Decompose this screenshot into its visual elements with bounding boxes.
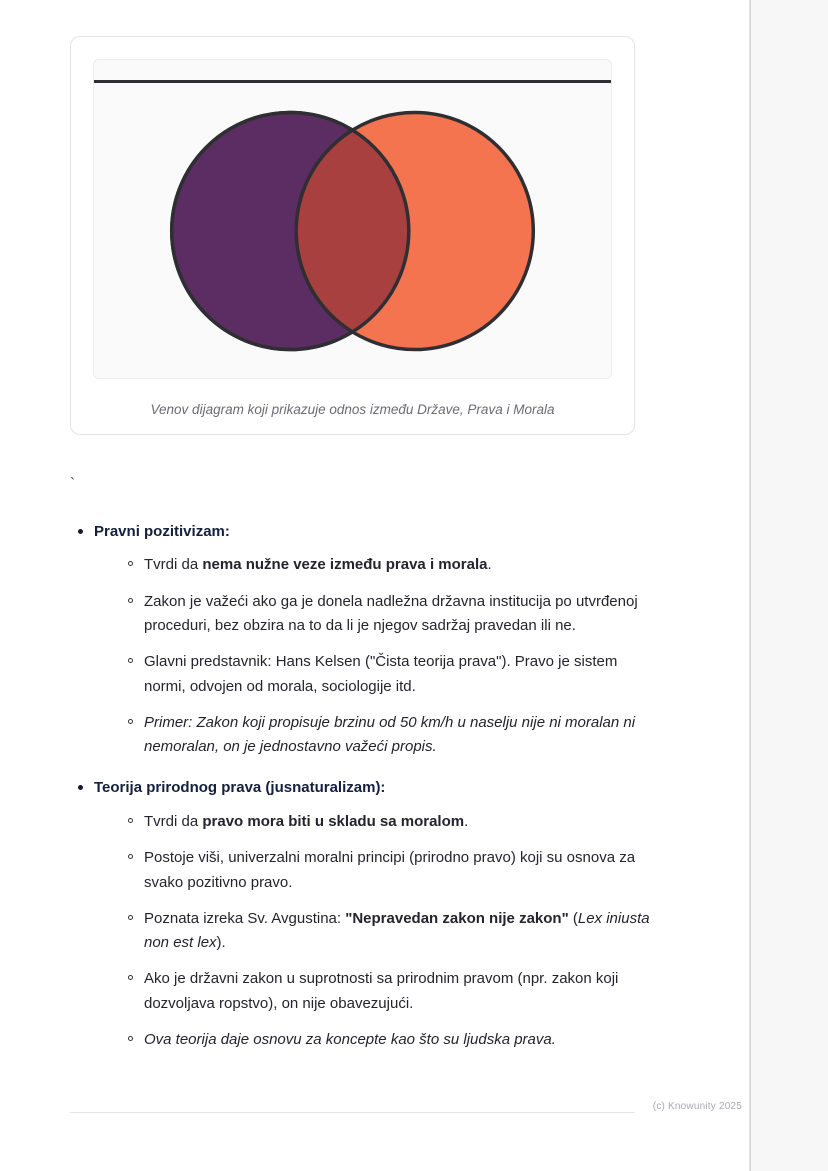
outline-item-text: "Nepravedan zakon nije zakon" (345, 909, 569, 927)
outline-list (70, 521, 650, 1052)
outline-item-text: Zakon je važeći ako ga je donela nadležna državna institucija po utvrđenoj proceduri, bez obzira na to da li je njegov sadržaj pravedan ili ne. (144, 592, 638, 634)
outline-item-text: nema nužne veze između prava i morala (202, 556, 488, 574)
outline-item-text: ( (568, 909, 578, 927)
outline-item-text: . (464, 812, 469, 830)
panel-top-rule (94, 80, 611, 83)
outline-section-heading: Teorija prirodnog prava (jusnaturalizam): (94, 779, 386, 797)
outline-sublist (94, 553, 650, 759)
scrollbar-gutter[interactable] (749, 0, 828, 1171)
outline-item (122, 967, 650, 1016)
outline-item (122, 907, 650, 956)
outline-item (122, 846, 650, 895)
document-content (70, 0, 650, 1070)
venn-diagram-figure (70, 36, 635, 435)
outline-section (70, 777, 650, 1052)
outline-item (122, 590, 650, 639)
outline-item-text: Postoje viši, univerzalni moralni principi (prirodno pravo) koji su osnova za svako pozitivno pravo. (144, 849, 636, 891)
outline-item-text: pravo mora biti u skladu sa moralom (202, 812, 465, 830)
watermark-label: (c) Knowunity 2025 (652, 1101, 742, 1112)
outline-item-text: . (487, 556, 492, 574)
stray-backtick-text: ` (70, 474, 75, 492)
scrollbar-track[interactable] (750, 0, 751, 1171)
venn-diagram-icon (94, 86, 611, 376)
outline-item (122, 553, 650, 577)
outline-section (70, 521, 650, 760)
outline-item (122, 711, 650, 760)
page-bottom-divider (70, 1112, 635, 1113)
venn-diagram-panel (93, 59, 612, 379)
outline-item (122, 810, 650, 834)
outline-item-text: Lex iniusta non est lex (144, 909, 650, 952)
outline-item (122, 1028, 650, 1052)
outline-item-text: Tvrdi da (144, 812, 203, 830)
outline-item-text: Tvrdi da (144, 556, 203, 574)
outline-item (122, 650, 650, 699)
outline-sublist (94, 810, 650, 1052)
outline-section-heading: Pravni pozitivizam: (94, 522, 230, 540)
outline-item-text: Glavni predstavnik: Hans Kelsen ("Čista teorija prava"). Pravo je sistem normi, odvojen od morala, sociologije itd. (144, 653, 618, 695)
outline-item-text: Primer: Zakon koji propisuje brzinu od 50 km/h u naselju nije ni moralan ni nemoralan, on je jednostavno važeći propis. (144, 713, 636, 756)
outline-item-text: Ako je državni zakon u suprotnosti sa prirodnim pravom (npr. zakon koji dozvoljava ropstvo), on nije obavezujući. (144, 970, 619, 1012)
outline-item-text: Poznata izreka Sv. Avgustina: (144, 909, 346, 927)
outline-item-text: ). (216, 934, 226, 952)
figure-caption: Venov dijagram koji prikazuje odnos između Države, Prava i Morala (150, 402, 555, 417)
outline-item-text: Ova teorija daje osnovu za koncepte kao što su ljudska prava. (144, 1031, 556, 1049)
